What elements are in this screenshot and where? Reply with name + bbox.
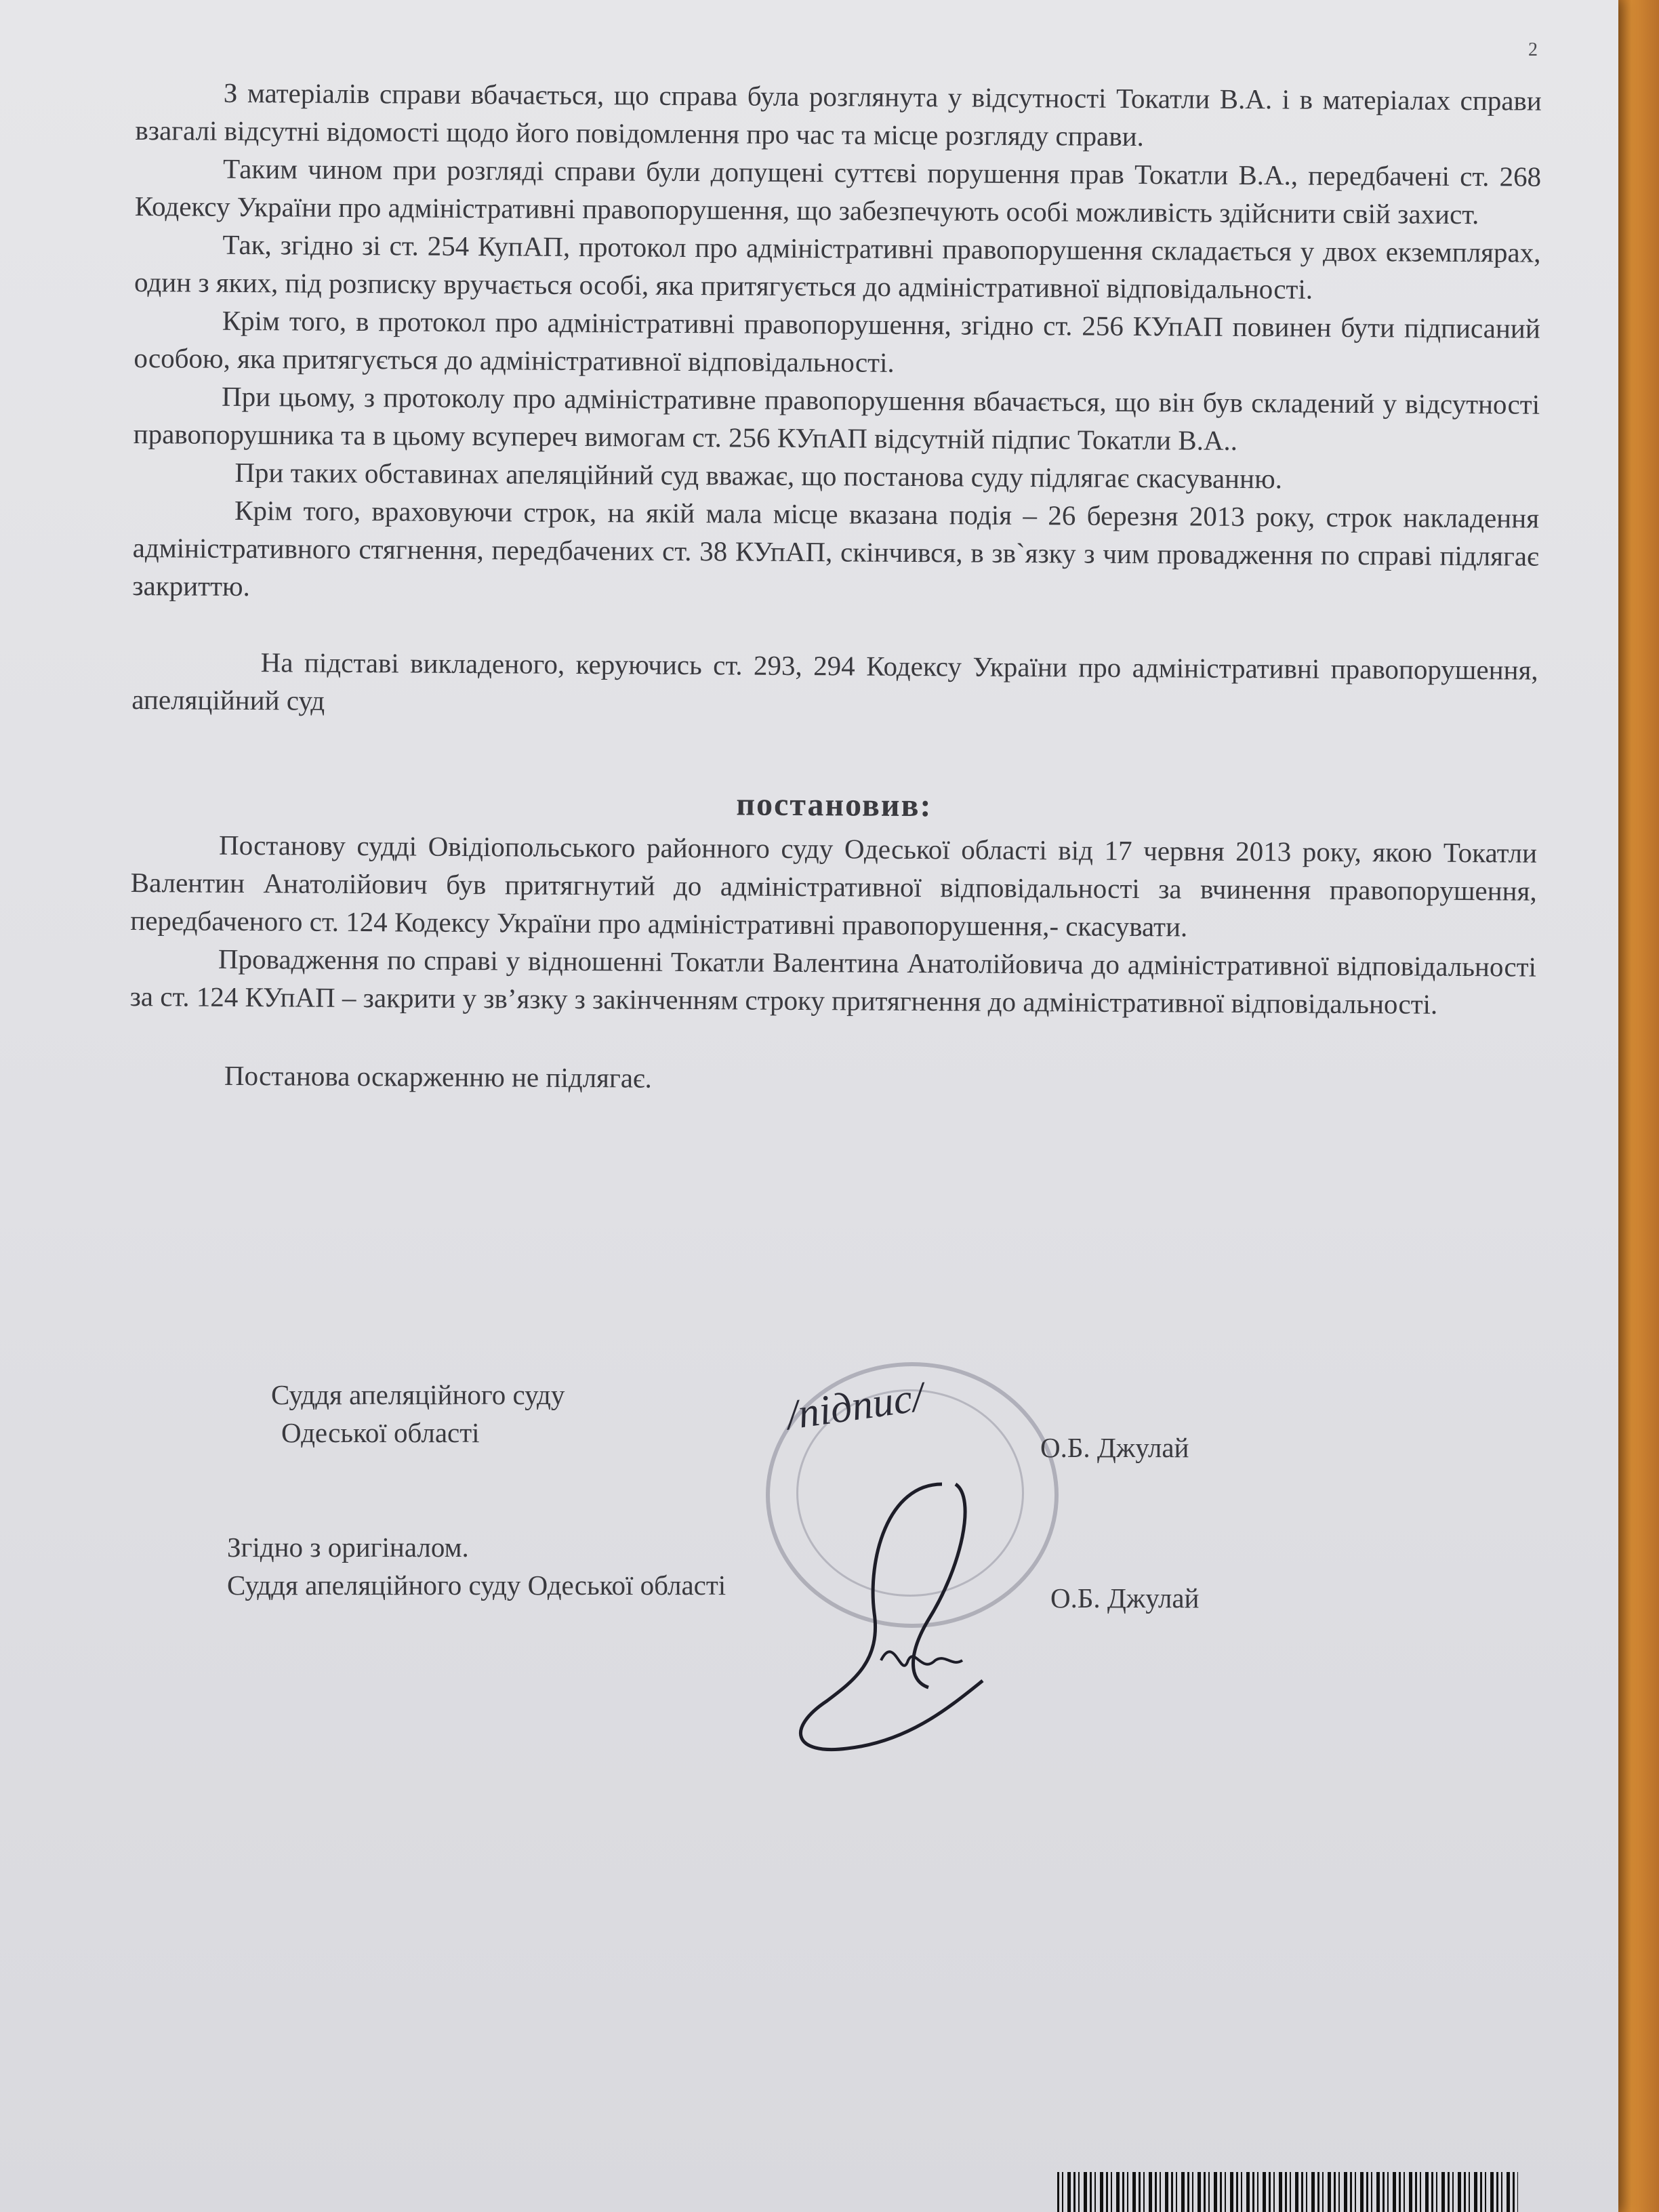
judge-role-line1: Суддя апеляційного суду xyxy=(271,1379,565,1410)
document-body xyxy=(129,73,1542,1103)
page-number: 2 xyxy=(1528,39,1538,60)
resolution-heading: постановив: xyxy=(736,786,933,824)
paragraph-2: Таким чином при розгляді справи були допущені суттєві порушення прав Токатли В.А., передбачені ст. 268 Кодексу України про адміністративні правопорушення, що забезпечують особі можливість здійснити свій захист. xyxy=(134,152,1542,230)
resolution-paragraph-2: Провадження по справі у відношенні Токатли Валентина Анатолійовича до адміністративної відповідальності за ст. 124 КУпАП – закрити у зв’язку з закінченням строку притягнення до адміністративної відповідальності. xyxy=(129,943,1537,1020)
certification-line1: Згідно з оригіналом. xyxy=(227,1532,469,1563)
paragraph-5: При цьому, з протоколу про адміністративне правопорушення вбачається, що він був складений у відсутності правопорушника та в цьому всупереч вимогам ст. 256 КУпАП відсутній підпис Токатли В.А.. xyxy=(133,380,1540,456)
paragraph-4: Крім того, в протокол про адміністративні правопорушення, згідно ст. 256 КУпАП повинен бути підписаний особою, яка притягується до адміністративної відповідальності. xyxy=(134,304,1540,378)
signature-scribble-icon xyxy=(773,1457,1030,1769)
paragraph-1: З матеріалів справи вбачається, що справа була розглянута у відсутності Токатли В.А. і в матеріалах справи взагалі відсутні відомості щодо його повідомлення про час та місце розгляду справи. xyxy=(135,77,1542,152)
paragraph-7: Крім того, враховуючи строк, на якій мала місце вказана подія – 26 березня 2013 року, строк накладення адміністративного стягнення, передбачених ст. 38 КУпАП, скінчився, в зв`язку з чим провадження по справі підлягає закриттю. xyxy=(132,494,1540,602)
barcode xyxy=(1057,2172,1518,2212)
table-edge xyxy=(1613,0,1659,2212)
paragraph-8: На підставі викладеного, керуючись ст. 293, 294 Кодексу України про адміністративні правопорушення, апеляційний суд xyxy=(131,647,1538,716)
judge-role-line2: Одеської області xyxy=(281,1417,480,1448)
certification-name: О.Б. Джулай xyxy=(1050,1582,1200,1614)
certification-line2: Суддя апеляційного суду Одеської області xyxy=(227,1570,726,1601)
appeal-note: Постанова оскарженню не підлягає. xyxy=(224,1059,652,1094)
paragraph-6: При таких обставинах апеляційний суд вважає, що постанова суду підлягає скасуванню. xyxy=(234,456,1283,495)
resolution-paragraph-1: Постанову судді Овідіопольського районного суду Одеської області від 17 червня 2013 року, якою Токатли Валентин Анатолійович був притягнутий до адміністративної відповідальності за вчинення правопорушення, передбаченого ст. 124 Кодексу України про адміністративні правопорушення,- скасувати. xyxy=(130,829,1538,943)
paragraph-3: Так, згідно зі ст. 254 КупАП, протокол про адміністративні правопорушення складається у двох екземплярах, один з яких, під розписку вручається особі, яка притягується до адміністративної відповідальності. xyxy=(134,228,1541,305)
handwritten-signature-mark: /підпис/ xyxy=(783,1374,927,1439)
judge-name: О.Б. Джулай xyxy=(1040,1432,1189,1463)
